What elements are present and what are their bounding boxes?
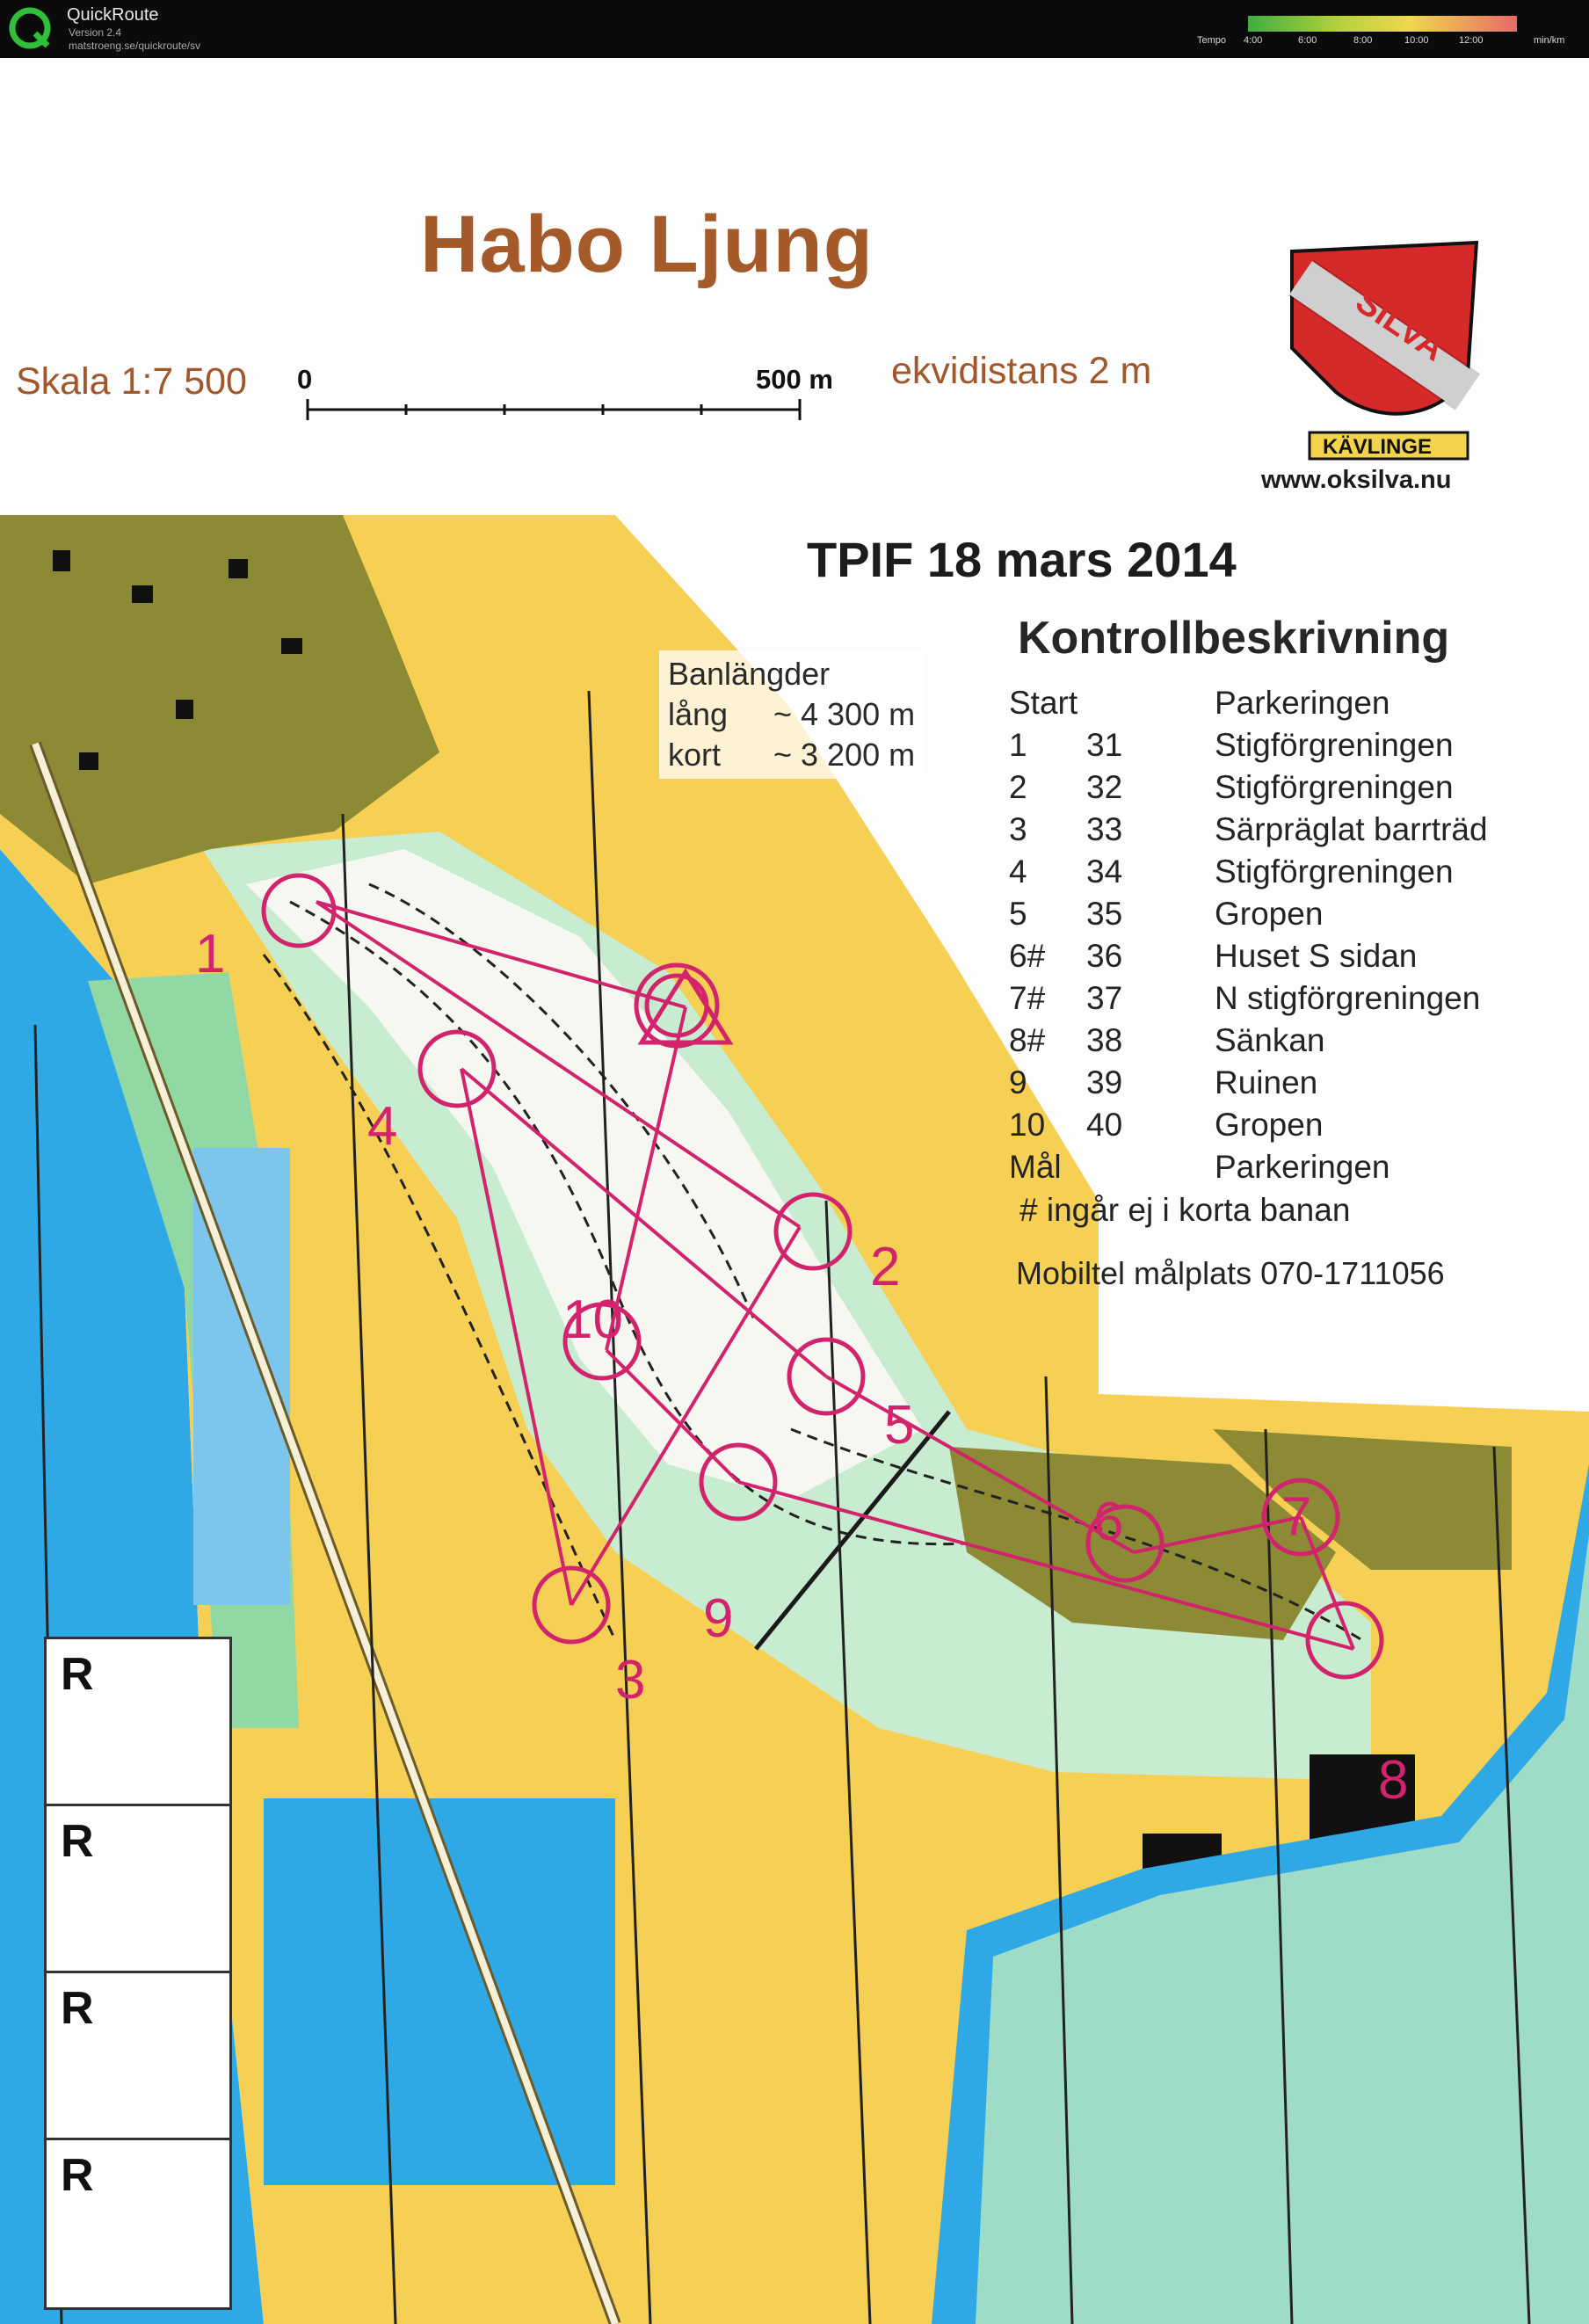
- control-row: 8# 38 Sänkan: [1009, 1022, 1325, 1058]
- scale-zero: 0: [297, 364, 313, 395]
- control-number: 8: [1378, 1750, 1409, 1811]
- map-title: Habo Ljung: [420, 200, 874, 289]
- course-lengths: [659, 650, 924, 779]
- app-url: matstroeng.se/quickroute/sv: [69, 40, 201, 52]
- control-number: 9: [703, 1588, 734, 1649]
- tempo-label: Tempo: [1197, 35, 1227, 46]
- tempo-tick: 8:00: [1353, 35, 1373, 46]
- control-number: 10: [562, 1289, 623, 1350]
- app-name: QuickRoute: [67, 5, 159, 25]
- quickroute-logo-icon: [7, 5, 53, 51]
- club-logo-icon: [1292, 243, 1477, 459]
- length-value: ~ 3 200 m: [773, 737, 916, 773]
- event-title: TPIF 18 mars 2014: [807, 532, 1237, 587]
- control-number: 6: [1093, 1492, 1124, 1552]
- control-number: 4: [367, 1096, 398, 1157]
- scale-end: 500 m: [756, 364, 833, 395]
- scale-label: Skala 1:7 500: [16, 360, 247, 403]
- tempo-tick: 10:00: [1404, 35, 1429, 46]
- tempo-color-scale: [1248, 16, 1517, 32]
- finish-phone: Mobiltel målplats 070-1711056: [1016, 1255, 1445, 1291]
- punch-cell: R: [61, 2150, 94, 2201]
- club-name: SILVA: [1348, 281, 1452, 369]
- house: [79, 752, 98, 770]
- control-description-table: [1009, 682, 1549, 1188]
- length-name: lång: [668, 696, 729, 732]
- house: [176, 700, 193, 719]
- tempo-tick: 4:00: [1244, 35, 1263, 46]
- control-row: 10 40 Gropen: [1009, 1107, 1324, 1143]
- control-row: Mål Parkeringen: [1009, 1149, 1390, 1185]
- length-row: [668, 694, 915, 735]
- punch-card-box: [44, 1637, 232, 2310]
- app-version: Version 2.4: [69, 26, 122, 39]
- tempo-tick: 12:00: [1459, 35, 1484, 46]
- control-number: 3: [615, 1650, 646, 1710]
- control-row: 7# 37 N stigförgreningen: [1009, 980, 1481, 1016]
- control-number: 2: [870, 1237, 901, 1297]
- short-course-note: # ingår ej i korta banan: [1019, 1192, 1351, 1228]
- control-row: 5 35 Gropen: [1009, 896, 1324, 932]
- control-row: 4 34 Stigförgreningen: [1009, 853, 1454, 890]
- control-row: 2 32 Stigförgreningen: [1009, 769, 1454, 805]
- control-number: 5: [884, 1395, 915, 1456]
- punch-cell: R: [47, 1973, 229, 2140]
- app-title-bar: [0, 0, 1589, 58]
- control-row: 9 39 Ruinen: [1009, 1064, 1318, 1100]
- house: [53, 550, 70, 571]
- house: [281, 638, 302, 654]
- control-row: 6# 36 Huset S sidan: [1009, 938, 1418, 974]
- club-url: www.oksilva.nu: [1261, 466, 1452, 494]
- length-value: ~ 4 300 m: [773, 696, 916, 732]
- control-row: 3 33 Särpräglat barrträd: [1009, 811, 1488, 847]
- tempo-tick: 6:00: [1298, 35, 1317, 46]
- tempo-unit: min/km: [1534, 35, 1565, 46]
- control-row: 1 31 Stigförgreningen: [1009, 727, 1454, 763]
- punch-cell: R: [47, 1639, 229, 1806]
- house: [132, 585, 153, 603]
- club-town: KÄVLINGE: [1323, 435, 1433, 459]
- contour-interval: ekvidistans 2 m: [891, 350, 1152, 392]
- length-name: kort: [668, 737, 722, 773]
- house: [229, 559, 248, 578]
- description-title: Kontrollbeskrivning: [1018, 613, 1450, 664]
- punch-cell: R: [47, 1806, 229, 1973]
- lengths-title: Banlängder: [668, 656, 831, 692]
- control-row: Start Parkeringen: [1009, 685, 1390, 721]
- control-number: 7: [1281, 1486, 1312, 1547]
- length-row: [668, 735, 915, 775]
- control-number: 1: [195, 924, 226, 984]
